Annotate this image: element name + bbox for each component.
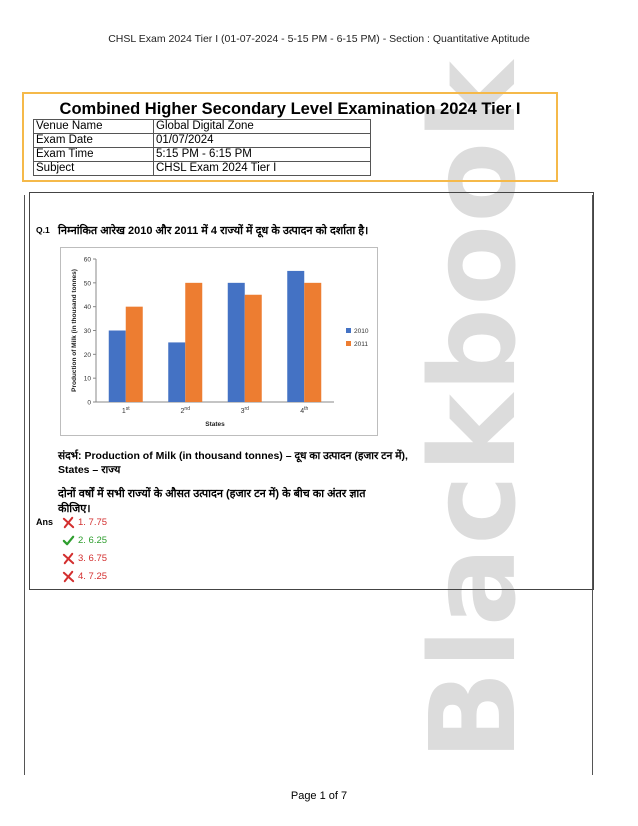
legend-label-2011: 2011 <box>354 341 368 348</box>
y-tick-label: 40 <box>83 304 91 312</box>
y-tick-label: 30 <box>83 328 91 335</box>
y-tick-label: 20 <box>83 351 91 359</box>
option-3 <box>62 552 107 565</box>
option-label: 1. 7.75 <box>78 517 108 528</box>
option-1 <box>62 516 107 529</box>
check-icon <box>62 534 75 547</box>
chart-svg <box>60 247 378 436</box>
cross-icon <box>62 552 75 565</box>
table-row <box>34 162 371 176</box>
y-tick-label: 0 <box>87 399 91 407</box>
answer-label: Ans <box>36 517 54 527</box>
bar-2010-1 <box>109 331 126 403</box>
x-axis-title: States <box>205 421 225 428</box>
question-ask: दोनों वर्षों में सभी राज्यों के औसत उत्पादन (हजार टन में) के बीच का अंतर ज्ञात कीजिए। <box>58 488 366 515</box>
x-tick-label: 4th <box>300 406 309 415</box>
option-2 <box>62 534 107 547</box>
exam-date-label: Exam Date <box>34 134 154 148</box>
y-tick-label: 50 <box>83 280 91 288</box>
exam-time-value: 5:15 PM - 6:15 PM <box>154 148 371 162</box>
venue-value: Global Digital Zone <box>154 120 371 134</box>
x-tick-label: 1st <box>121 406 130 415</box>
bar-2010-2 <box>168 342 185 402</box>
venue-label: Venue Name <box>34 120 154 134</box>
y-tick-label: 60 <box>83 256 91 264</box>
exam-info-table <box>33 119 371 176</box>
cross-icon <box>62 570 75 583</box>
table-row <box>34 134 371 148</box>
table-row <box>34 148 371 162</box>
legend-swatch-2011 <box>346 341 351 346</box>
exam-info-box <box>22 92 558 182</box>
option-label: 4. 7.25 <box>78 571 108 582</box>
option-label: 3. 6.75 <box>78 553 108 564</box>
legend-swatch-2010 <box>346 328 351 333</box>
milk-production-chart <box>60 247 378 436</box>
x-tick-label: 2nd <box>180 406 190 415</box>
question-reference: संदर्भ: Production of Milk (in thousand tonnes) – दूध का उत्पादन (हजार टन में), States – राज्य <box>58 450 408 476</box>
page-header: CHSL Exam 2024 Tier I (01-07-2024 - 5-15 PM - 6-15 PM) - Section : Quantitative Aptitude <box>108 33 530 45</box>
option-4 <box>62 570 107 583</box>
page-left-border <box>24 195 25 775</box>
question-number: Q.1 <box>36 225 50 235</box>
x-tick-label: 3rd <box>240 406 249 415</box>
subject-label: Subject <box>34 162 154 176</box>
exam-time-label: Exam Time <box>34 148 154 162</box>
y-tick-label: 10 <box>83 375 91 383</box>
cross-icon <box>62 516 75 529</box>
bar-2010-3 <box>228 283 245 402</box>
subject-value: CHSL Exam 2024 Tier I <box>154 162 371 176</box>
option-label: 2. 6.25 <box>78 535 108 546</box>
chart-frame <box>61 248 378 436</box>
bar-2011-4 <box>304 283 321 402</box>
bar-2011-1 <box>126 307 143 402</box>
y-axis-title: Production of Milk (in thousand tonnes) <box>71 269 78 392</box>
table-row <box>34 120 371 134</box>
bar-2011-3 <box>245 295 262 402</box>
bar-2010-4 <box>287 271 304 402</box>
watermark-text: Blackbook <box>404 59 543 761</box>
legend-label-2010: 2010 <box>354 328 369 335</box>
bar-2011-2 <box>185 283 202 402</box>
question-text: निम्नांकित आरेख 2010 और 2011 में 4 राज्यों में दूध के उत्पादन को दर्शाता है। <box>58 225 369 237</box>
page-footer: Page 1 of 7 <box>290 790 348 802</box>
exam-date-value: 01/07/2024 <box>154 134 371 148</box>
exam-title: Combined Higher Secondary Level Examination 2024 Tier I <box>59 100 521 118</box>
